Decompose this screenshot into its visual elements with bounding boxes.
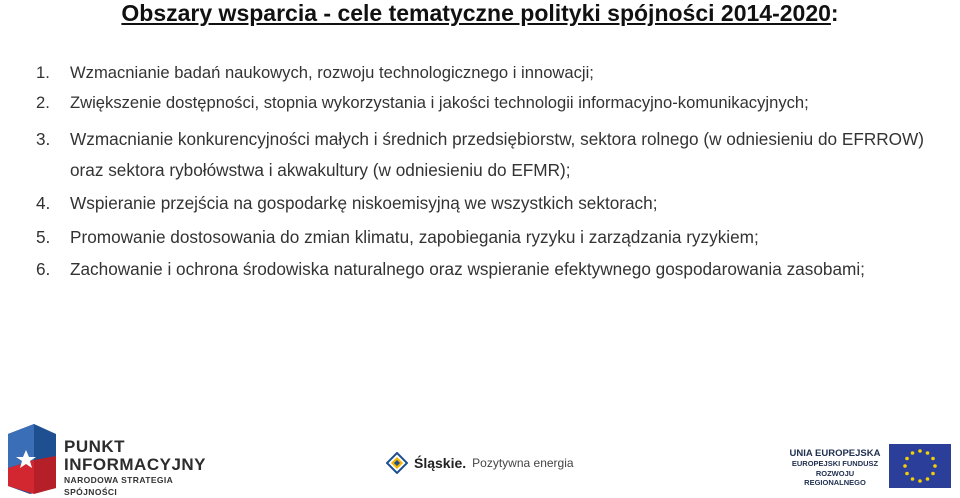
ue-line3: ROZWOJU REGIONALNEGO [804, 468, 866, 487]
list-item [36, 220, 936, 254]
list-item [36, 186, 936, 220]
footer-logos [0, 412, 960, 496]
page-title [0, 0, 960, 26]
slaskie-name: Śląskie. [414, 455, 467, 471]
slaskie-emblem-icon [386, 452, 408, 474]
item-text: Wzmacnianie badań naukowych, rozwoju technologicznego i innowacji; [70, 63, 594, 82]
punkt-line3: NARODOWA STRATEGIA SPÓJNOŚCI [64, 475, 173, 497]
list-item [36, 58, 936, 88]
ue-line1: UNIA EUROPEJSKA [789, 448, 881, 459]
item-text: Promowanie dostosowania do zmian klimatu, zapobiegania ryzyku i zarządzania ryzykiem; [70, 227, 759, 247]
item-number: 2. [36, 93, 50, 112]
slaskie-tagline: Pozytywna energia [472, 456, 574, 470]
item-number: 4. [36, 193, 51, 213]
punkt-informacyjny-logo [4, 416, 224, 497]
punkt-line1: PUNKT [64, 437, 126, 456]
punkt-line2: INFORMACYJNY [64, 455, 207, 474]
item-text: Wzmacnianie konkurencyjności małych i średnich przedsiębiorstw, sektora rolnego (w odniesieniu do EFRROW) oraz sektora rybołówstwa i akwakultury (w odniesieniu do EFMR); [70, 129, 924, 180]
list-item [36, 88, 936, 118]
ue-text [785, 448, 885, 488]
item-text: Wspieranie przejścia na gospodarkę niskoemisyjną we wszystkich sektorach; [70, 193, 658, 213]
eu-flag-icon [889, 444, 951, 488]
item-text: Zwiększenie dostępności, stopnia wykorzystania i jakości technologii informacyjno-komunikacyjnych; [70, 93, 809, 112]
ue-logo [785, 442, 955, 490]
punkt-text [64, 438, 224, 498]
list-item [36, 254, 936, 285]
item-text: Zachowanie i ochrona środowiska naturalnego oraz wspieranie efektywnego gospodarowania zasobami; [70, 259, 865, 279]
title-text: Obszary wsparcia - cele tematyczne polityki spójności 2014-2020 [121, 0, 831, 26]
ue-line2: EUROPEJSKI FUNDUSZ [791, 459, 879, 468]
item-number: 1. [36, 63, 50, 82]
item-number: 6. [36, 259, 51, 279]
item-number: 5. [36, 227, 51, 247]
nss-flag-icon [4, 416, 62, 494]
title-suffix: : [830, 0, 839, 26]
slaskie-logo [386, 452, 574, 474]
item-number: 3. [36, 129, 51, 149]
objectives-list [36, 58, 936, 285]
list-item [36, 124, 936, 186]
